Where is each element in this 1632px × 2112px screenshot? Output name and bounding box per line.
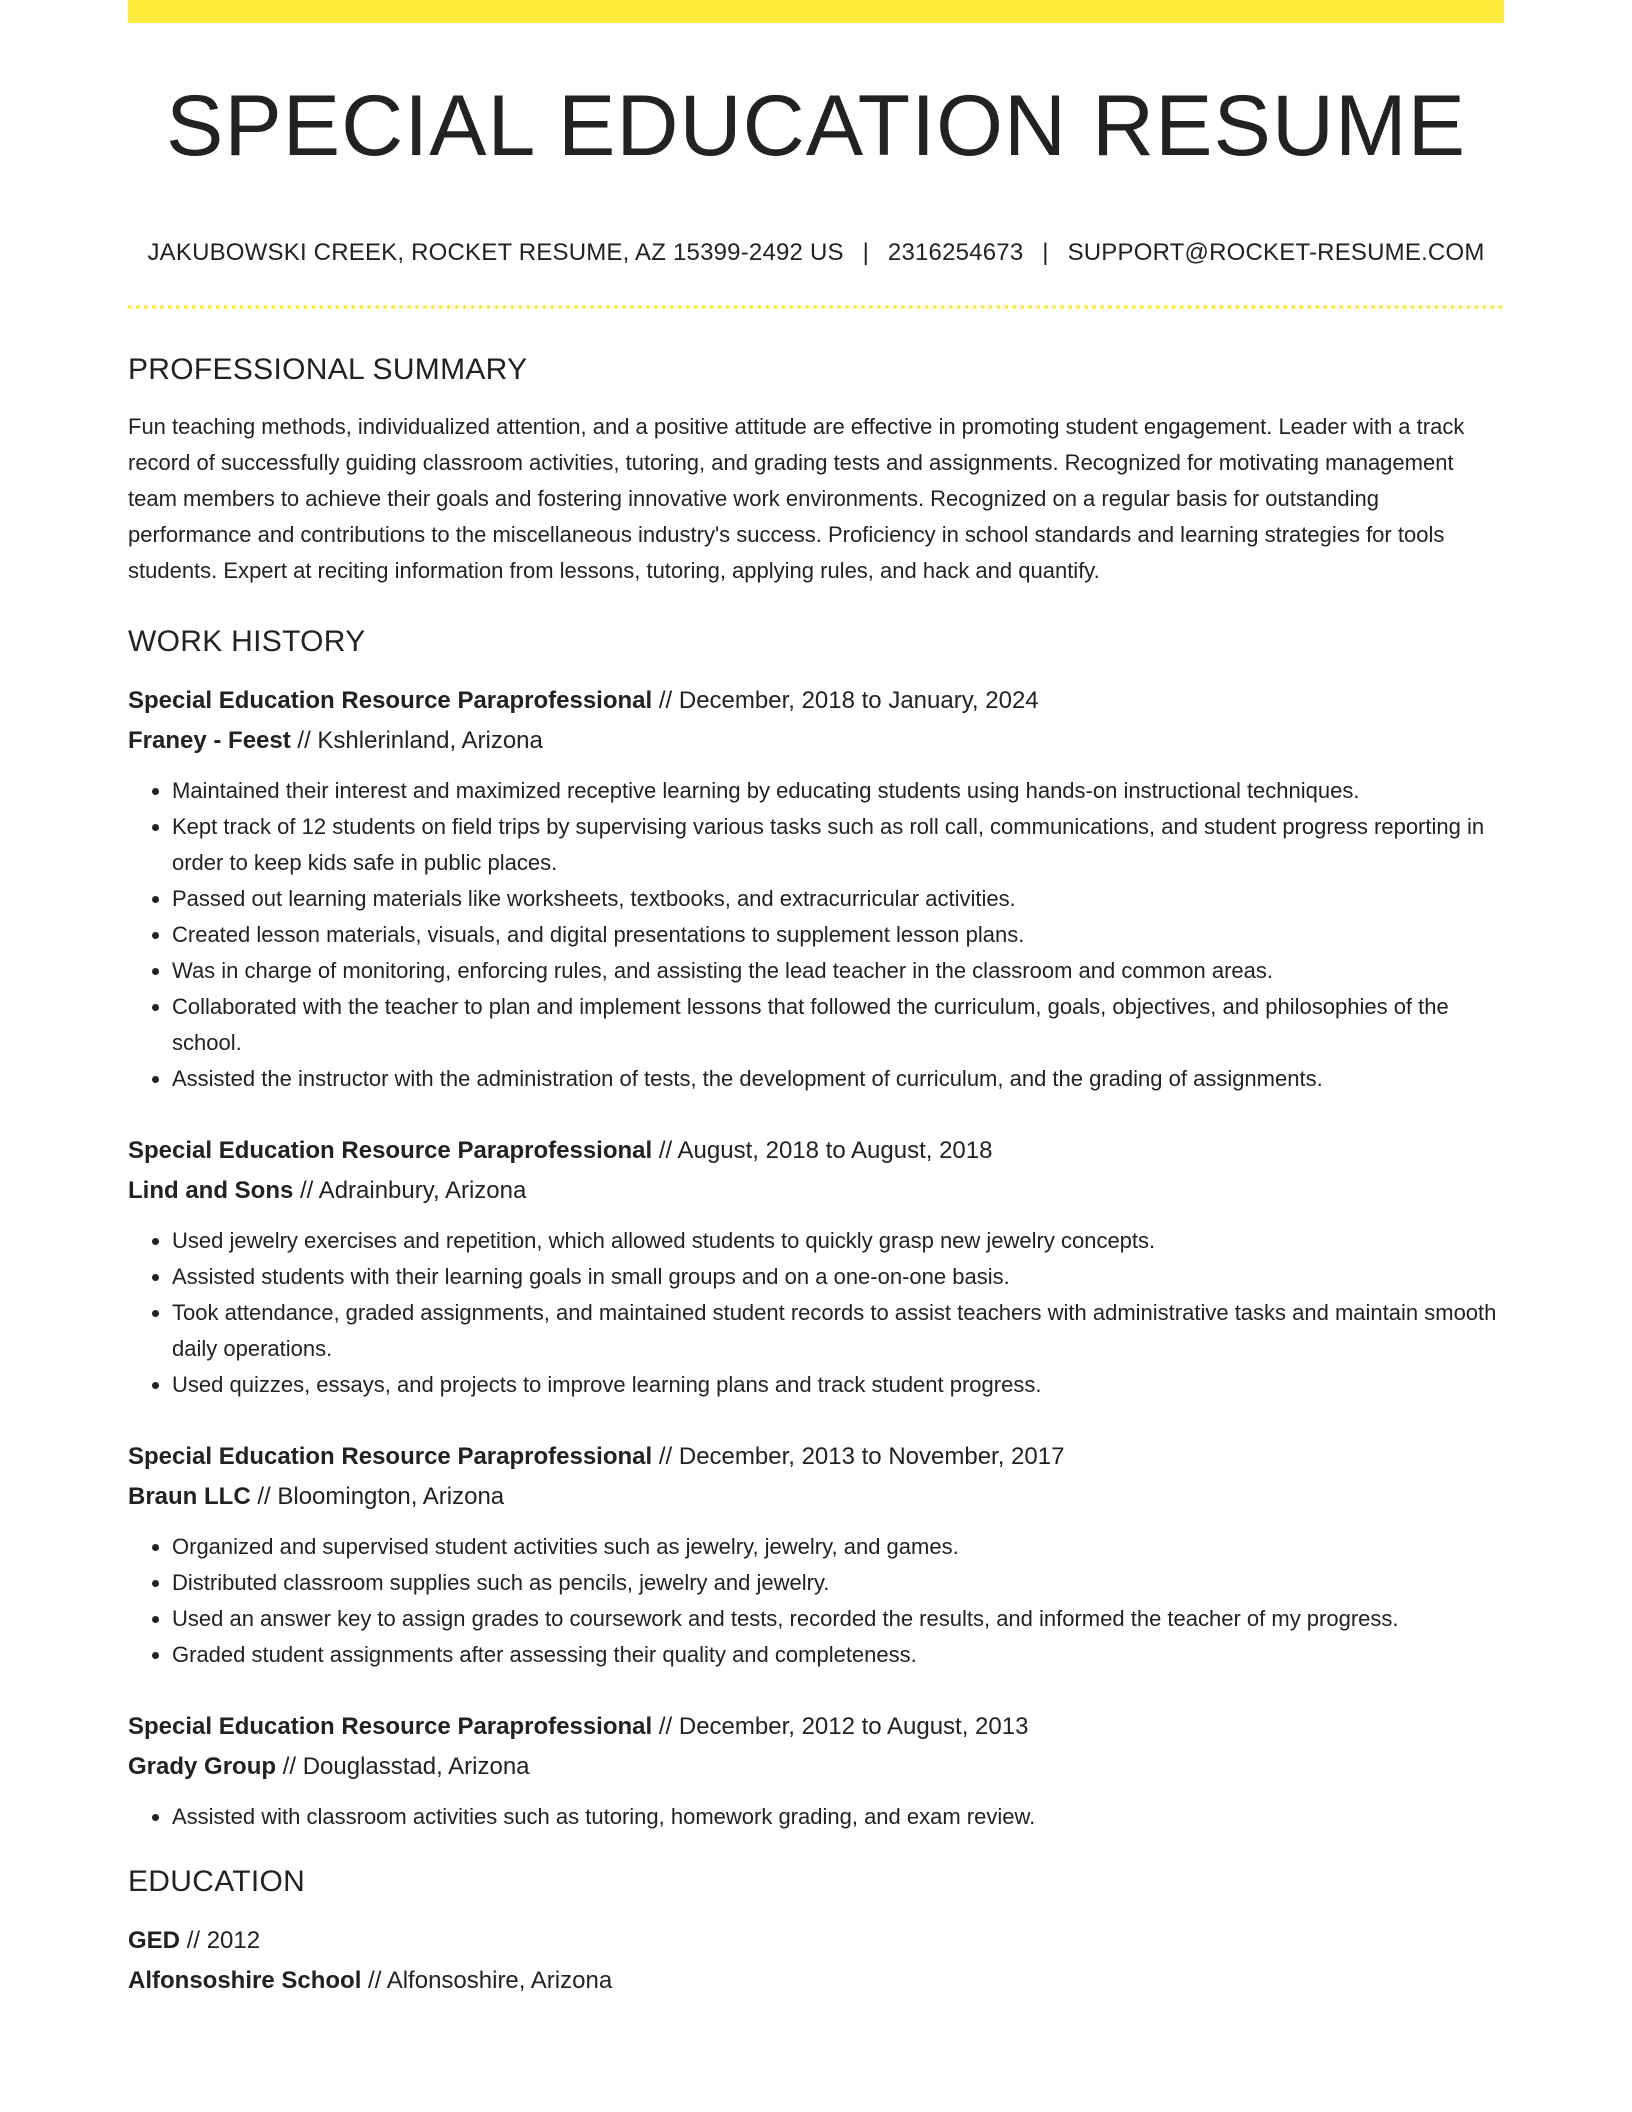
bullet-item: • Assisted students with their learning goals in small groups and on a one-on-one basis. [172, 1259, 1504, 1295]
job-company-line [128, 1747, 1504, 1787]
job-entry [128, 681, 1504, 1097]
dotted-divider [128, 305, 1504, 309]
summary-text: Fun teaching methods, individualized attention, and a positive attitude are effective in promoting student engagement. Leader with a track record of successfully guiding classroom activities, tutoring, and grading tests and assignments. Recognized for motivating management team members to achieve their goals and fostering innovative work environments. Recognized on a regular basis for outstanding performance and contributions to the miscellaneous industry's success. Proficiency in school standards and learning strategies for tools students. Expert at reciting information from lessons, tutoring, applying rules, and hack and quantify. [128, 414, 1465, 583]
job-title: Special Education Resource Paraprofessional [128, 1443, 653, 1470]
bullet-item: • Was in charge of monitoring, enforcing rules, and assisting the lead teacher in the classroom and common areas. [172, 953, 1504, 989]
job-title-line [128, 1131, 1504, 1171]
contact-phone: 2316254673 [887, 239, 1024, 266]
job-location: // Kshlerinland, Arizona [297, 727, 543, 754]
job-entry [128, 1707, 1504, 1835]
bullet-item: • Passed out learning materials like worksheets, textbooks, and extracurricular activities. [172, 881, 1504, 917]
job-entry [128, 1131, 1504, 1403]
resume-title: SPECIAL EDUCATION RESUME [166, 78, 1466, 174]
bullet-item: • Used quizzes, essays, and projects to improve learning plans and track student progress. [172, 1367, 1504, 1403]
education-year: // 2012 [186, 1927, 261, 1954]
bullet-item: • Kept track of 12 students on field trips by supervising various tasks such as roll call, communications, and student progress reporting in order to keep kids safe in public places. [172, 809, 1504, 881]
bullet-item: • Assisted with classroom activities such as tutoring, homework grading, and exam review. [172, 1799, 1504, 1835]
job-bullets [128, 1799, 1504, 1835]
job-bullets [128, 773, 1504, 1097]
job-company-line [128, 721, 1504, 761]
bullet-item: • Took attendance, graded assignments, and maintained student records to assist teachers with administrative tasks and maintain smooth daily operations. [172, 1295, 1504, 1367]
job-company-line [128, 1171, 1504, 1211]
summary-heading: PROFESSIONAL SUMMARY [128, 353, 528, 386]
education-entry [128, 1921, 1504, 2001]
contact-separator: | [862, 239, 870, 266]
job-title: Special Education Resource Paraprofessional [128, 1137, 653, 1164]
contact-address: JAKUBOWSKI CREEK, ROCKET RESUME, AZ 15399-2492 US [147, 239, 844, 266]
job-company-line [128, 1477, 1504, 1517]
work-history-heading: WORK HISTORY [128, 625, 366, 658]
job-title-line [128, 1437, 1504, 1477]
contact-separator: | [1042, 239, 1049, 266]
job-bullets [128, 1529, 1504, 1673]
job-title: Special Education Resource Paraprofessional [128, 687, 653, 714]
job-dates: // December, 2012 to August, 2013 [658, 1713, 1029, 1740]
education-location: // Alfonsoshire, Arizona [368, 1967, 613, 1994]
education-school: Alfonsoshire School [128, 1967, 362, 1994]
job-entry [128, 1437, 1504, 1673]
bullet-item: • Created lesson materials, visuals, and digital presentations to supplement lesson plans. [172, 917, 1504, 953]
contact-line [128, 239, 1504, 267]
bullet-item: • Assisted the instructor with the administration of tests, the development of curriculum, and the grading of assignments. [172, 1061, 1504, 1097]
job-title-line [128, 1707, 1504, 1747]
bullet-item: • Organized and supervised student activities such as jewelry, jewelry, and games. [172, 1529, 1504, 1565]
job-title-line [128, 681, 1504, 721]
job-company: Franey - Feest [128, 727, 291, 754]
education-school-line [128, 1961, 1504, 2001]
accent-top-bar [128, 0, 1504, 23]
job-location: // Douglasstad, Arizona [282, 1753, 530, 1780]
education-degree: GED [128, 1927, 181, 1954]
education-heading: EDUCATION [128, 1865, 306, 1898]
bullet-item: • Graded student assignments after assessing their quality and completeness. [172, 1637, 1504, 1673]
bullet-item: • Used jewelry exercises and repetition, which allowed students to quickly grasp new jewelry concepts. [172, 1223, 1504, 1259]
bullet-item: • Distributed classroom supplies such as pencils, jewelry and jewelry. [172, 1565, 1504, 1601]
job-bullets [128, 1223, 1504, 1403]
job-dates: // December, 2018 to January, 2024 [658, 687, 1039, 714]
job-company: Braun LLC [128, 1483, 251, 1510]
job-company: Lind and Sons [128, 1177, 294, 1204]
bullet-item: • Used an answer key to assign grades to coursework and tests, recorded the results, and informed the teacher of my progress. [172, 1601, 1504, 1637]
job-dates: // August, 2018 to August, 2018 [658, 1137, 993, 1164]
bullet-item: • Collaborated with the teacher to plan and implement lessons that followed the curriculum, goals, objectives, and philosophies of the school. [172, 989, 1504, 1061]
contact-email: SUPPORT@ROCKET-RESUME.COM [1067, 239, 1485, 266]
job-company: Grady Group [128, 1753, 277, 1780]
job-title: Special Education Resource Paraprofessional [128, 1713, 653, 1740]
job-dates: // December, 2013 to November, 2017 [658, 1443, 1065, 1470]
job-location: // Bloomington, Arizona [257, 1483, 505, 1510]
bullet-item: • Maintained their interest and maximized receptive learning by educating students using hands-on instructional techniques. [172, 773, 1504, 809]
resume-page [128, 0, 1504, 2112]
education-degree-line [128, 1921, 1504, 1961]
job-location: // Adrainbury, Arizona [300, 1177, 527, 1204]
